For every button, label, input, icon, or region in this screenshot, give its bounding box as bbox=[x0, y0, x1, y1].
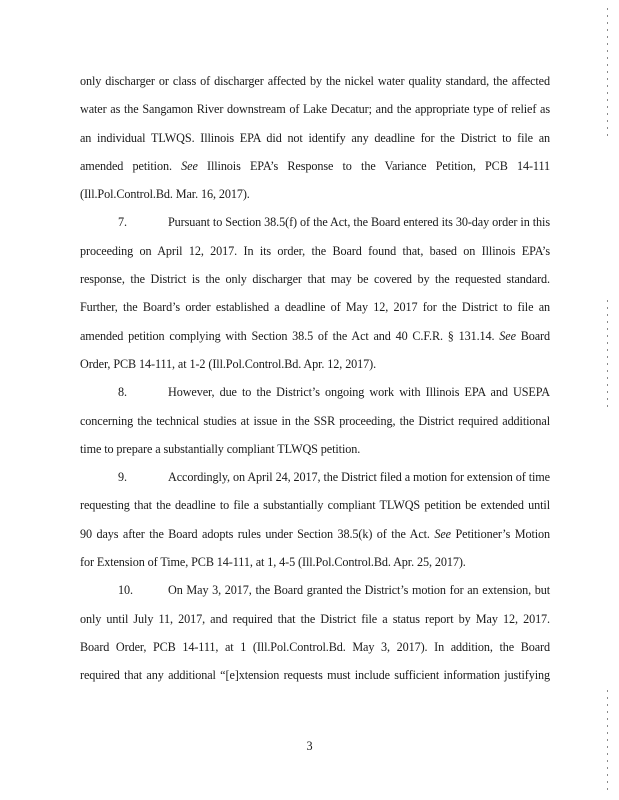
text-line: (Ill.Pol.Control.Bd. Mar. 16, 2017). bbox=[80, 187, 250, 202]
text-line: only until July 11, 2017, and required that the District file a status report by May 12, 2017. bbox=[80, 611, 550, 626]
paragraph-first-line bbox=[80, 576, 550, 604]
text-line: amended petition complying with Section 38.5 of the Act and 40 C.F.R. § 131.14. See Board bbox=[80, 328, 551, 343]
document-body bbox=[80, 67, 550, 690]
paragraph-first-line bbox=[80, 208, 550, 236]
text-line: Further, the Board’s order established a deadline of May 12, 2017 for the District to file an bbox=[80, 300, 550, 315]
citation-signal: See bbox=[181, 158, 198, 173]
paragraph-number: 10. bbox=[118, 583, 133, 598]
text-line: However, due to the District’s ongoing work with Illinois EPA and USEPA bbox=[168, 385, 550, 400]
text-line: response, the District is the only discharger that may be covered by the requested standard. bbox=[80, 272, 550, 287]
paragraph-first-line bbox=[80, 463, 550, 491]
text-line: proceeding on April 12, 2017. In its order, the Board found that, based on Illinois EPA’s bbox=[80, 243, 550, 258]
text-line: 90 days after the Board adopts rules under Section 38.5(k) of the Act. See Petitioner’s Motion bbox=[80, 526, 551, 541]
text-line: requesting that the deadline to file a substantially compliant TLWQS petition be extended until bbox=[80, 498, 550, 513]
text-line: for Extension of Time, PCB 14-111, at 1, 4-5 (Ill.Pol.Control.Bd. Apr. 25, 2017). bbox=[80, 555, 466, 570]
text-line: Accordingly, on April 24, 2017, the District filed a motion for extension of time bbox=[168, 470, 550, 485]
text-line: amended petition. See Illinois EPA’s Response to the Variance Petition, PCB 14-111 bbox=[80, 158, 550, 173]
paragraph-number: 7. bbox=[118, 215, 127, 230]
text-line: Pursuant to Section 38.5(f) of the Act, the Board entered its 30-day order in this bbox=[168, 215, 550, 230]
citation-signal: See bbox=[499, 328, 516, 343]
text-line: Board Order, PCB 14-111, at 1 (Ill.Pol.Control.Bd. May 3, 2017). In addition, the Board bbox=[80, 639, 550, 654]
scan-edge-mark bbox=[607, 300, 608, 410]
text-line: only discharger or class of discharger affected by the nickel water quality standard, the affected bbox=[80, 74, 550, 88]
text-line: required that any additional “[e]xtension requests must include sufficient information justifying bbox=[80, 668, 550, 683]
page-number: 3 bbox=[306, 739, 313, 753]
paragraph-first-line bbox=[80, 378, 550, 406]
citation-signal: See bbox=[434, 526, 451, 541]
text-line: On May 3, 2017, the Board granted the District’s motion for an extension, but bbox=[168, 583, 550, 598]
text-line: water as the Sangamon River downstream of Lake Decatur; and the appropriate type of relief as bbox=[80, 102, 550, 117]
text-line: time to prepare a substantially compliant TLWQS petition. bbox=[80, 441, 361, 456]
text-line: concerning the technical studies at issue in the SSR proceeding, the District required additional bbox=[80, 413, 550, 428]
scan-edge-mark bbox=[607, 8, 608, 138]
paragraph-number: 9. bbox=[118, 470, 127, 485]
text-line: Order, PCB 14-111, at 1-2 (Ill.Pol.Control.Bd. Apr. 12, 2017). bbox=[80, 356, 377, 371]
paragraph-number: 8. bbox=[118, 385, 127, 400]
text-line: an individual TLWQS. Illinois EPA did not identify any deadline for the District to file an bbox=[80, 130, 550, 145]
